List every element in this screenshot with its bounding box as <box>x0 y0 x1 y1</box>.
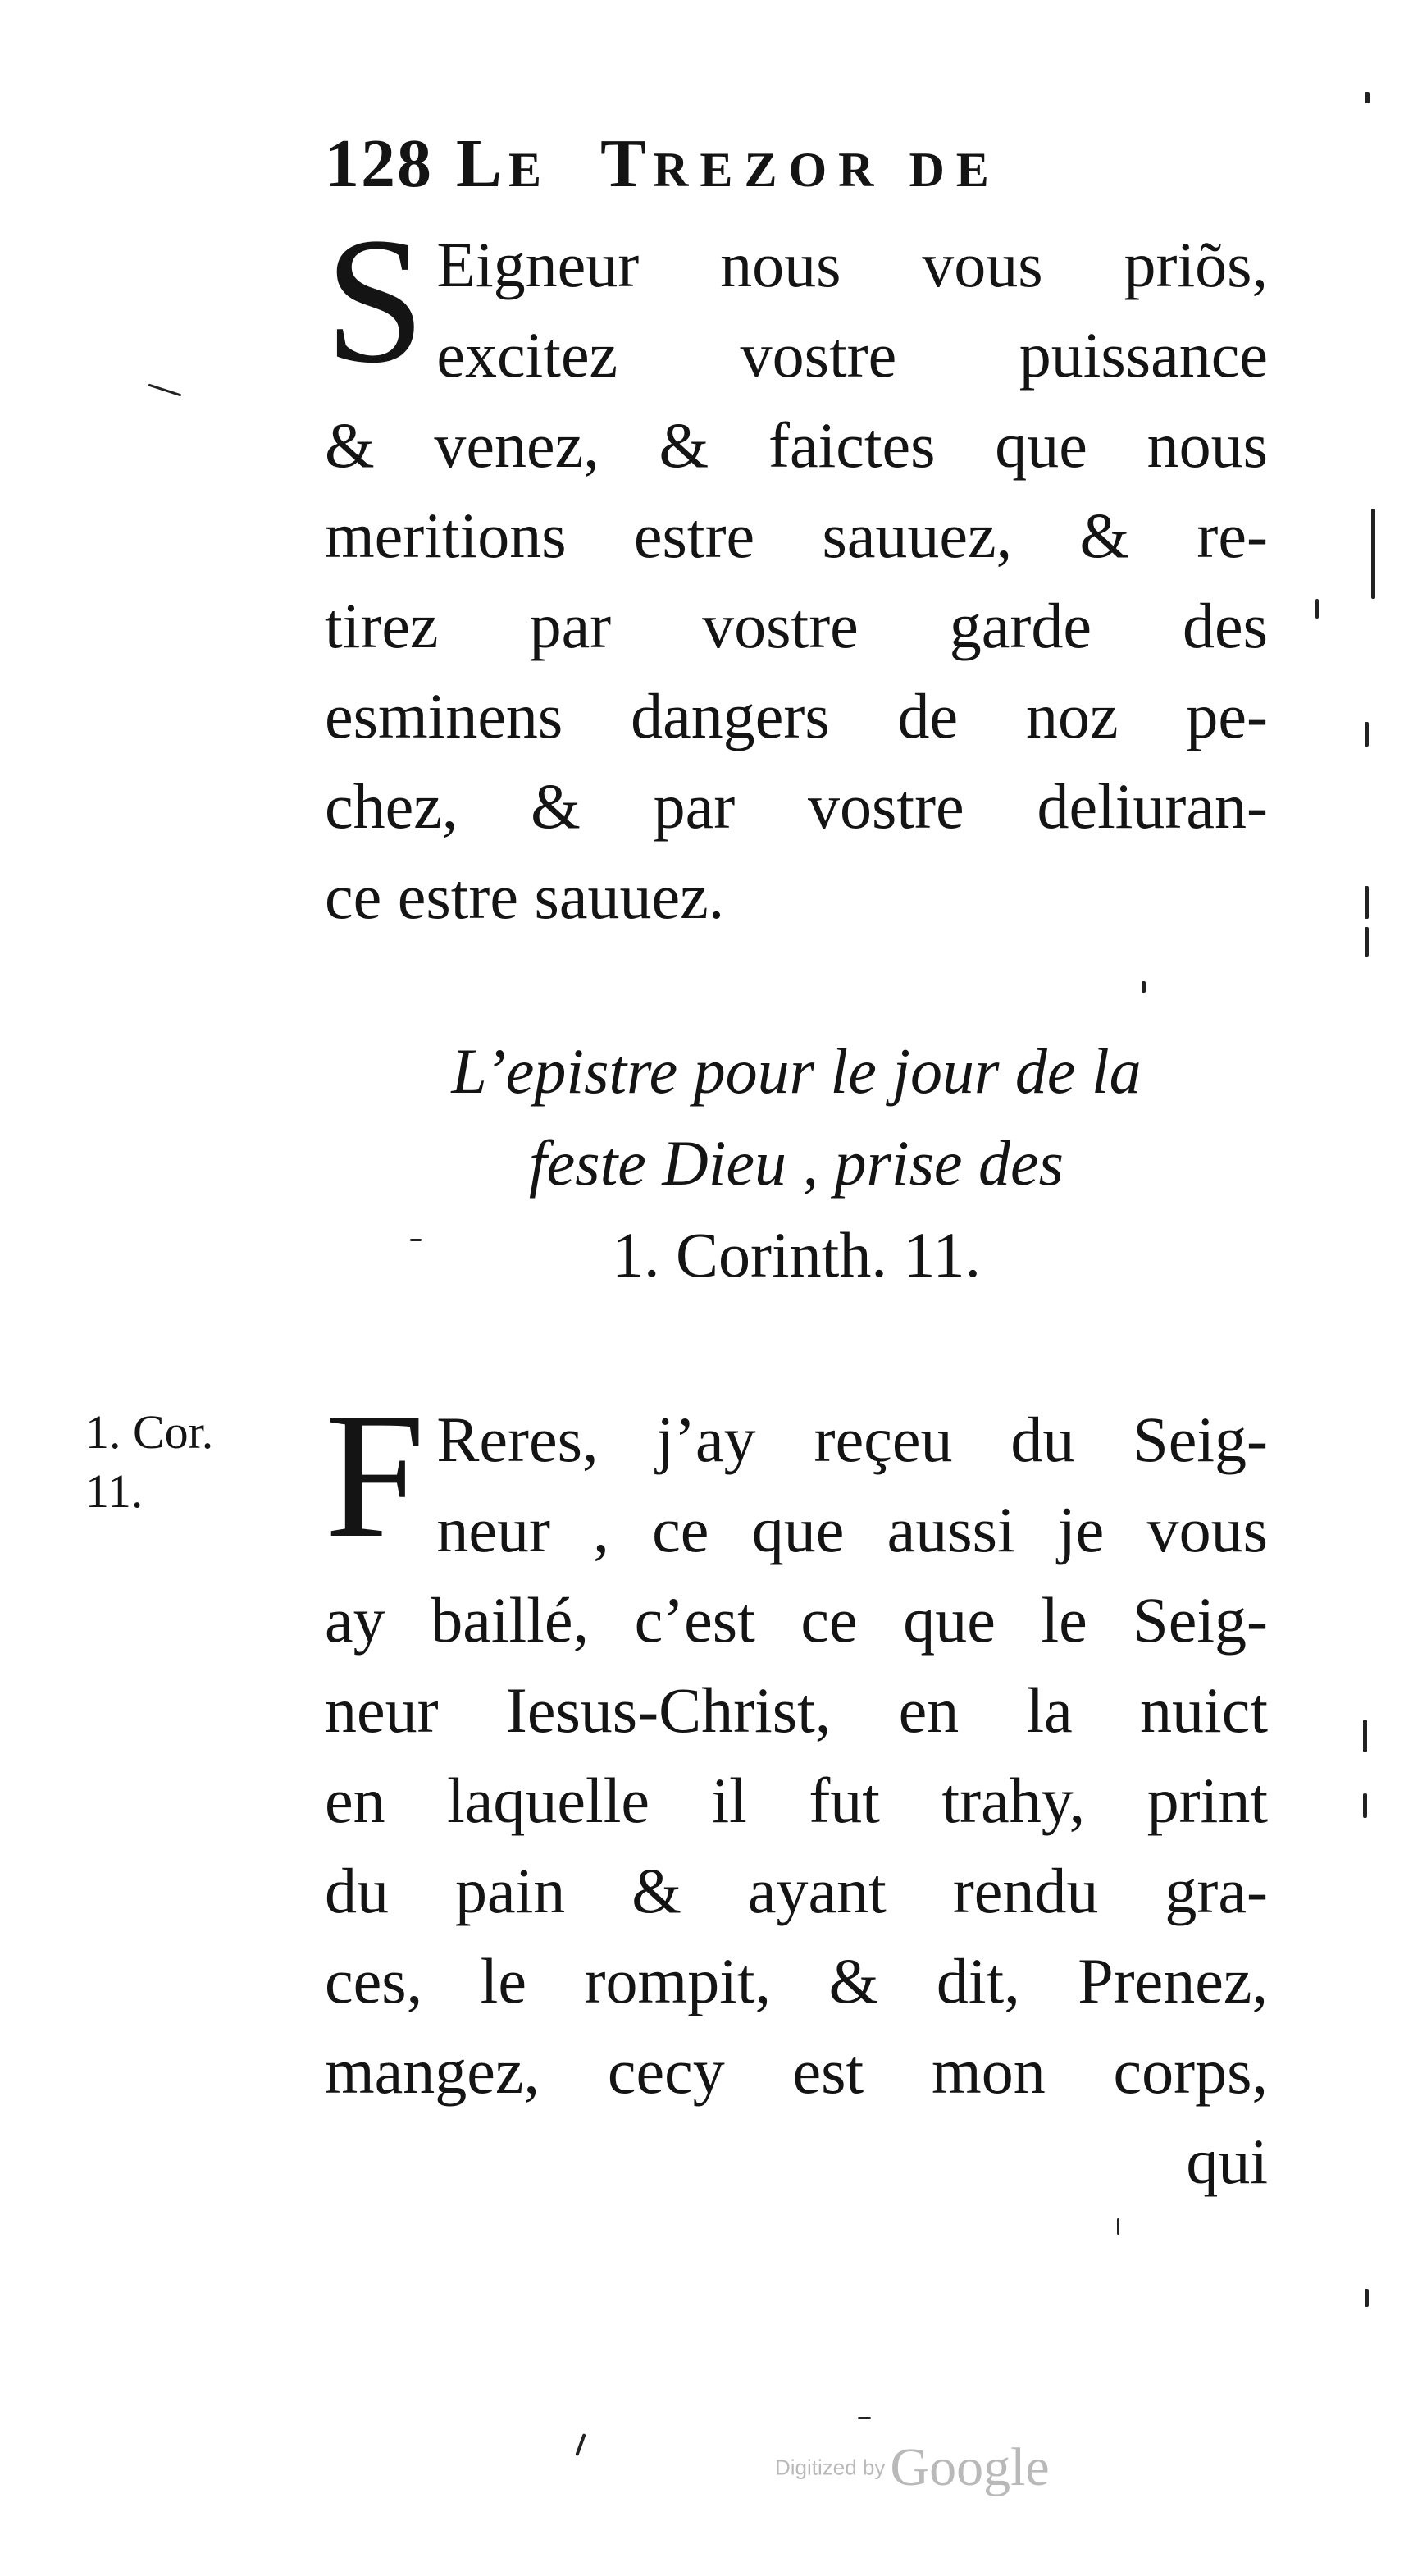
prayer-line: Eigneur nous vous priõs, <box>436 229 1268 300</box>
page-speck <box>1365 722 1369 747</box>
catchword: qui <box>1186 2126 1268 2197</box>
page-speck <box>1371 509 1375 599</box>
epistle-line: mangez, cecy est mon corps, <box>325 2035 1268 2107</box>
epistle-line: neur Iesus-Christ, en la nuict <box>325 1674 1268 1746</box>
prayer-line: & venez, & faictes que nous <box>325 409 1268 481</box>
page-speck <box>1142 981 1146 993</box>
epistle-line: neur , ce que aussi je vous <box>436 1494 1268 1565</box>
page-speck <box>1315 599 1319 619</box>
margin-note <box>85 1403 213 1521</box>
prayer-line: excitez vostre puissance <box>436 319 1268 391</box>
watermark-prefix: Digitized by <box>775 2455 886 2480</box>
running-head <box>325 123 1276 211</box>
page-speck <box>1363 1793 1367 1818</box>
page-speck <box>1365 886 1369 919</box>
prayer-line: ce estre sauuez. <box>325 861 725 932</box>
epistle-heading-line: L’epistre pour le jour de la <box>451 1035 1142 1107</box>
epistle-dropcap: F <box>325 1375 426 1575</box>
epistle-line: Reres, j’ay reçeu du Seig- <box>436 1404 1268 1475</box>
epistle-heading-line: feste Dieu , prise des <box>528 1127 1064 1199</box>
google-logo: Google <box>890 2437 1050 2497</box>
epistle-heading <box>325 1025 1268 1301</box>
running-head-word-trezor: REZOR <box>653 143 886 197</box>
epistle-line: du pain & ayant rendu gra- <box>325 1855 1268 1926</box>
epistle-heading-reference: 1. Corinth. 11. <box>612 1219 981 1290</box>
prayer-paragraph <box>325 200 1268 942</box>
running-head-word-de: DE <box>909 143 1001 197</box>
epistle-line: ces, le rompit, & dit, Prenez, <box>325 1945 1268 2016</box>
page-speck <box>1117 2218 1119 2235</box>
page-speck <box>1365 2289 1369 2307</box>
running-head-initial-l: L <box>456 126 509 202</box>
prayer-line: tirez par vostre garde des <box>325 590 1268 661</box>
digitized-watermark <box>775 2437 1050 2499</box>
prayer-line: meritions estre sauuez, & re- <box>325 500 1268 571</box>
prayer-dropcap: S <box>325 200 426 400</box>
page-speck <box>1363 1720 1367 1752</box>
page-number: 128 <box>325 126 433 202</box>
margin-note-line: 1. Cor. <box>85 1405 214 1459</box>
page-speck <box>148 384 182 397</box>
page-speck <box>1365 927 1369 957</box>
margin-note-line: 11. <box>85 1464 144 1518</box>
page-speck <box>410 1239 422 1241</box>
running-head-initial-t: T <box>600 126 654 202</box>
page-speck <box>1365 92 1370 103</box>
prayer-line: chez, & par vostre deliuran- <box>325 770 1268 842</box>
page-speck <box>575 2433 586 2456</box>
running-head-word-le: E <box>508 143 554 197</box>
prayer-line: esminens dangers de noz pe- <box>325 680 1268 751</box>
epistle-line: ay baillé, c’est ce que le Seig- <box>325 1584 1268 1656</box>
page-speck <box>858 2417 871 2419</box>
epistle-paragraph <box>325 1375 1268 2207</box>
epistle-line: en laquelle il fut trahy, print <box>325 1765 1268 1836</box>
